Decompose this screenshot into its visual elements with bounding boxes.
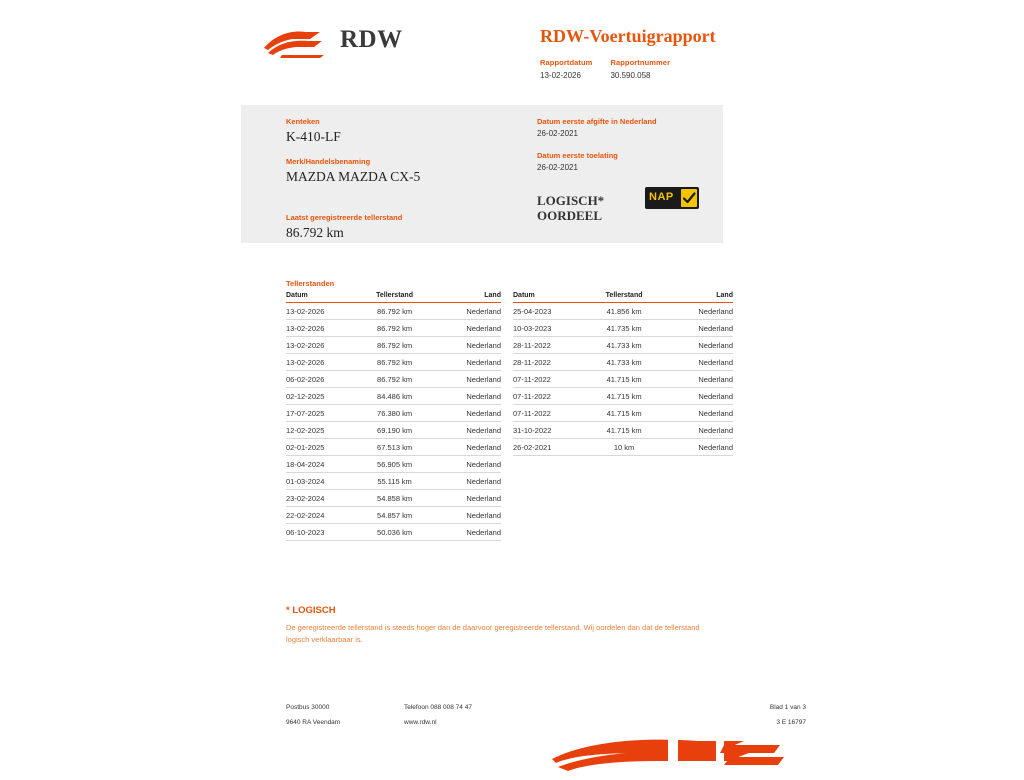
cell-date: 28-11-2022 <box>513 354 588 371</box>
table-row <box>513 405 733 422</box>
make-value: MAZDA MAZDA CX-5 <box>286 169 421 184</box>
cell-date: 18-04-2024 <box>286 456 359 473</box>
table-row <box>513 337 733 354</box>
table-row <box>513 439 733 456</box>
check-icon <box>681 189 697 207</box>
table-header-row <box>513 292 733 303</box>
table-row <box>513 388 733 405</box>
cell-date: 06-10-2023 <box>286 524 359 541</box>
report-date-label: Rapportdatum <box>540 58 593 67</box>
cell-odometer: 86.792 km <box>359 320 430 337</box>
cell-odometer: 10 km <box>588 439 661 456</box>
table-row <box>286 303 501 320</box>
judgement-line-1: LOGISCH* <box>537 193 605 208</box>
table-row <box>286 320 501 337</box>
odometer-table-right <box>513 292 733 456</box>
report-date-value: 13-02-2026 <box>540 71 581 80</box>
cell-country: Nederland <box>660 337 733 354</box>
column-header-country: Land <box>660 292 733 303</box>
footer-address <box>286 700 340 730</box>
table-row <box>513 371 733 388</box>
cell-odometer: 41.715 km <box>588 422 661 439</box>
cell-country: Nederland <box>660 354 733 371</box>
cell-country: Nederland <box>660 422 733 439</box>
cell-country: Nederland <box>660 405 733 422</box>
footer-website[interactable]: www.rdw.nl <box>404 719 437 726</box>
footer-address-line2: 9640 RA Veendam <box>286 719 341 726</box>
table-row <box>286 524 501 541</box>
cell-odometer: 86.792 km <box>359 303 430 320</box>
cell-odometer: 50.036 km <box>359 524 430 541</box>
cell-country: Nederland <box>430 507 501 524</box>
cell-country: Nederland <box>660 320 733 337</box>
odometer-section-title: Tellerstanden <box>286 279 335 288</box>
column-header-date: Datum <box>286 292 359 303</box>
last-odometer-value: 86.792 km <box>286 225 344 240</box>
table-row <box>513 320 733 337</box>
cell-odometer: 76.380 km <box>359 405 430 422</box>
footer-contact <box>404 700 472 730</box>
table-row <box>286 490 501 507</box>
cell-date: 07-11-2022 <box>513 371 588 388</box>
cell-odometer: 41.733 km <box>588 337 661 354</box>
cell-country: Nederland <box>430 320 501 337</box>
cell-odometer: 41.856 km <box>588 303 661 320</box>
cell-date: 06-02-2026 <box>286 371 359 388</box>
table-row <box>286 473 501 490</box>
cell-date: 07-11-2022 <box>513 405 588 422</box>
cell-date: 10-03-2023 <box>513 320 588 337</box>
cell-country: Nederland <box>430 473 501 490</box>
first-admission-label: Datum eerste toelating <box>537 151 618 160</box>
cell-odometer: 41.735 km <box>588 320 661 337</box>
cell-country: Nederland <box>430 524 501 541</box>
first-issue-label: Datum eerste afgifte in Nederland <box>537 117 657 126</box>
cell-odometer: 67.513 km <box>359 439 430 456</box>
cell-date: 07-11-2022 <box>513 388 588 405</box>
table-row <box>286 507 501 524</box>
cell-date: 13-02-2026 <box>286 337 359 354</box>
table-row <box>286 371 501 388</box>
column-header-odometer: Tellerstand <box>359 292 430 303</box>
cell-odometer: 41.733 km <box>588 354 661 371</box>
first-issue-value: 26-02-2021 <box>537 129 578 138</box>
vehicle-summary-right <box>537 117 727 185</box>
column-header-date: Datum <box>513 292 588 303</box>
table-row <box>286 354 501 371</box>
odometer-table-left <box>286 292 501 541</box>
table-row <box>286 422 501 439</box>
cell-date: 17-07-2025 <box>286 405 359 422</box>
cell-odometer: 86.792 km <box>359 354 430 371</box>
report-number-label: Rapportnummer <box>610 58 671 67</box>
cell-country: Nederland <box>430 354 501 371</box>
cell-date: 31-10-2022 <box>513 422 588 439</box>
cell-date: 13-02-2026 <box>286 303 359 320</box>
cell-country: Nederland <box>430 439 501 456</box>
cell-odometer: 84.486 km <box>359 388 430 405</box>
table-row <box>286 439 501 456</box>
cell-country: Nederland <box>430 371 501 388</box>
footer-phone: Telefoon 088 008 74 47 <box>404 704 472 711</box>
report-meta <box>540 58 800 80</box>
cell-odometer: 86.792 km <box>359 337 430 354</box>
cell-date: 12-02-2025 <box>286 422 359 439</box>
column-header-odometer: Tellerstand <box>588 292 661 303</box>
table-row <box>286 388 501 405</box>
licence-value: K-410-LF <box>286 129 341 144</box>
cell-date: 26-02-2021 <box>513 439 588 456</box>
cell-country: Nederland <box>430 337 501 354</box>
licence-label: Kenteken <box>286 117 320 126</box>
cell-odometer: 56.905 km <box>359 456 430 473</box>
table-row <box>513 354 733 371</box>
table-row <box>286 456 501 473</box>
cell-odometer: 41.715 km <box>588 405 661 422</box>
table-row <box>513 422 733 439</box>
cell-date: 22-02-2024 <box>286 507 359 524</box>
cell-odometer: 41.715 km <box>588 388 661 405</box>
cell-date: 13-02-2026 <box>286 320 359 337</box>
cell-country: Nederland <box>430 456 501 473</box>
footer-page-number: Blad 1 van 3 <box>769 704 806 711</box>
table-row <box>286 405 501 422</box>
cell-odometer: 69.190 km <box>359 422 430 439</box>
judgement-text <box>537 193 604 223</box>
cell-country: Nederland <box>430 405 501 422</box>
cell-country: Nederland <box>430 422 501 439</box>
rdw-wordmark: RDW <box>340 26 403 53</box>
last-odometer-label: Laatst geregistreerde tellerstand <box>286 213 403 222</box>
first-admission-value: 26-02-2021 <box>537 163 578 172</box>
make-label: Merk/Handelsbenaming <box>286 157 371 166</box>
report-title: RDW-Voertuigrapport <box>540 26 716 46</box>
note-body: De geregistreerde tellerstand is steeds hoger dan de daarvoor geregistreerde tellerstand. Wij oordelen dan dat de tellerstand logisch verklaarbaar is. <box>286 623 700 644</box>
footer-pageinfo <box>696 700 806 730</box>
cell-odometer: 54.858 km <box>359 490 430 507</box>
report-date-block <box>540 58 606 80</box>
report-number-value: 30.590.058 <box>610 71 651 80</box>
cell-date: 25-04-2023 <box>513 303 588 320</box>
cell-date: 23-02-2024 <box>286 490 359 507</box>
cell-country: Nederland <box>660 388 733 405</box>
cell-country: Nederland <box>430 490 501 507</box>
cell-odometer: 41.715 km <box>588 371 661 388</box>
table-row <box>513 303 733 320</box>
nap-badge-label: NAP <box>649 191 674 203</box>
rdw-logo <box>262 20 402 66</box>
cell-country: Nederland <box>430 303 501 320</box>
vehicle-summary-left <box>286 117 516 253</box>
column-header-country: Land <box>430 292 501 303</box>
cell-country: Nederland <box>660 371 733 388</box>
judgement-line-2: OORDEEL <box>537 208 603 223</box>
footer-code: 3 E 16797 <box>776 719 806 726</box>
footer-address-line1: Postbus 30000 <box>286 704 330 711</box>
rdw-arrow-logo-icon <box>262 28 334 58</box>
report-number-block <box>610 58 670 80</box>
cell-date: 01-03-2024 <box>286 473 359 490</box>
table-row <box>286 337 501 354</box>
note-title: * LOGISCH <box>286 605 336 616</box>
rdw-bottom-graphic-icon <box>548 735 788 775</box>
cell-date: 02-12-2025 <box>286 388 359 405</box>
cell-odometer: 54.857 km <box>359 507 430 524</box>
cell-date: 28-11-2022 <box>513 337 588 354</box>
cell-country: Nederland <box>660 439 733 456</box>
cell-odometer: 86.792 km <box>359 371 430 388</box>
vehicle-summary-panel <box>241 105 723 243</box>
cell-date: 02-01-2025 <box>286 439 359 456</box>
nap-badge <box>645 187 699 209</box>
cell-date: 13-02-2026 <box>286 354 359 371</box>
cell-country: Nederland <box>660 303 733 320</box>
table-header-row <box>286 292 501 303</box>
cell-odometer: 55.115 km <box>359 473 430 490</box>
cell-country: Nederland <box>430 388 501 405</box>
